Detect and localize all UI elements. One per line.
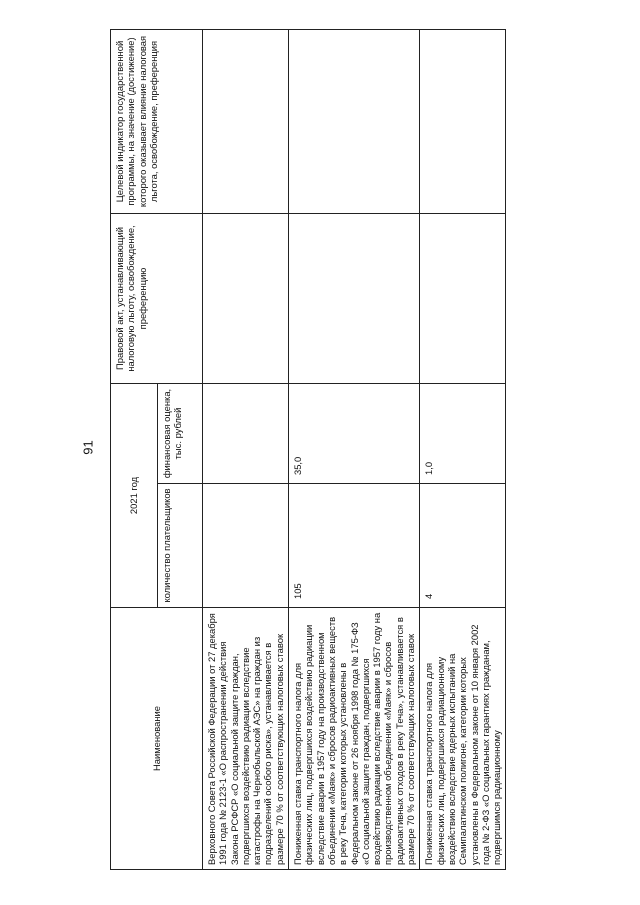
table-header-row [111, 30, 158, 870]
cell-name: Пониженная ставка транспортного налога для физических лиц, подвергшихся воздействию радиации вследствие аварии в 1957 году на производственном объединении «Маяк» и сбросов радиоактивных веществ в реку Теча, категории которых установлены в Федеральном законе от 26 ноября 1998 года № 175-ФЗ «О социальной защите граждан, подвергшихся воздействию радиации вследствие аварии в 1957 году на производственном объединении «Маяк» и сбросов радиоактивных отходов в реку Теча», устанавливается в размере 70 % от соответствующих налоговых ставок [289, 608, 420, 870]
cell-target-indicator [289, 30, 420, 214]
page-number: 91 [80, 440, 96, 455]
header-year: 2021 год [111, 384, 158, 608]
cell-financial-estimate: 1,0 [420, 384, 506, 484]
table-row [289, 30, 420, 870]
rotated-page [110, 30, 625, 870]
tax-benefits-table [110, 29, 506, 870]
header-name: Наименование [111, 608, 203, 870]
cell-name: Верховного Совета Российской Федерации от 27 декабря 1991 года № 2123-1 «О распространении действия Закона РСФСР «О социальной защите граждан, подвергшихся воздействию радиации вследствие катастрофы на Чернобыльской АЭС» на граждан из подразделений особого риска», устанавливается в размере 70 % от соответствующих налоговых ставок [203, 608, 289, 870]
header-target-indicator: Целевой индикатор государственной программы, на значение (достижение) которого оказывает влияние налоговая льгота, освобождение, преференция [111, 30, 203, 214]
cell-name: Пониженная ставка транспортного налога для физических лиц, подвергшихся радиационному воздействию вследствие ядерных испытаний на Семипалатинском полигоне, категории которых установлены в Федеральном законе от 10 января 2002 года № 2-ФЗ «О социальных гарантиях гражданам, подвергшимся радиационному [420, 608, 506, 870]
cell-legal-act [203, 214, 289, 384]
header-legal-act: Правовой акт, устанавливающий налоговую льготу, освобождение, преференцию [111, 214, 203, 384]
cell-financial-estimate: 35,0 [289, 384, 420, 484]
cell-payers-count: 105 [289, 484, 420, 608]
table-row [420, 30, 506, 870]
cell-target-indicator [203, 30, 289, 214]
cell-legal-act [420, 214, 506, 384]
cell-payers-count: 4 [420, 484, 506, 608]
cell-payers-count [203, 484, 289, 608]
cell-financial-estimate [203, 384, 289, 484]
header-financial-estimate: финансовая оценка, тыс. рублей [158, 384, 203, 484]
cell-legal-act [289, 214, 420, 384]
header-payers-count: количество плательщиков [158, 484, 203, 608]
table-row [203, 30, 289, 870]
cell-target-indicator [420, 30, 506, 214]
